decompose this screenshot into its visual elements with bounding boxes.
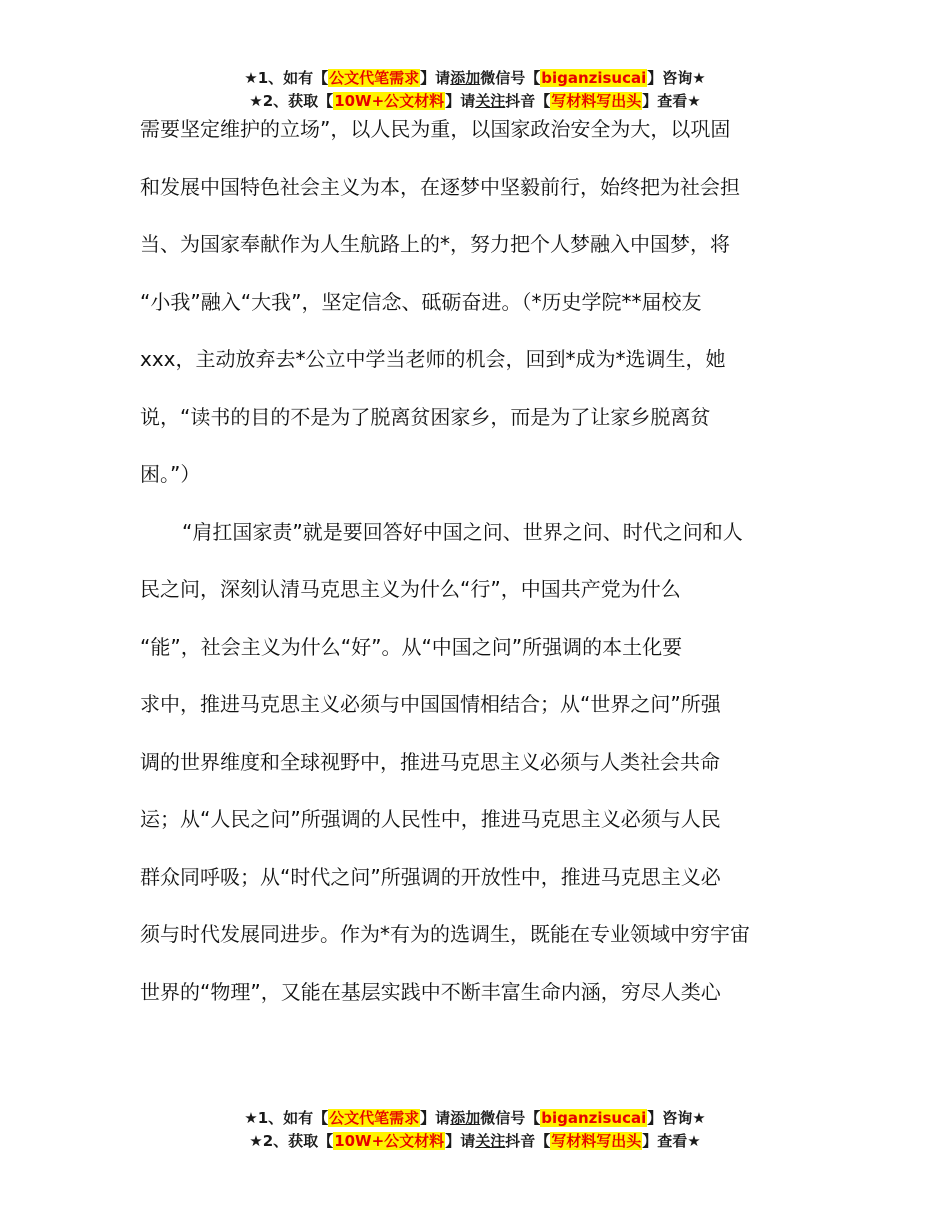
promo-underlined-text: 关注 (475, 92, 506, 110)
promo-underlined-text: 关注 (475, 1132, 506, 1150)
text-line: 运；从“人民之问”所强调的人民性中，推进马克思主义必须与人民 (140, 807, 721, 831)
promo-text: 】咨询★ (647, 69, 706, 87)
promo-text: 】请 (420, 1109, 451, 1127)
promo-text: 】咨询★ (647, 1109, 706, 1127)
promo-text: 】请 (445, 1132, 476, 1150)
promo-text: ★2、获取【 (249, 92, 334, 110)
promo-text: 】查看★ (642, 92, 701, 110)
promo-highlight-wechat-id: biganzisucai (541, 1109, 647, 1127)
text-line: 说，“读书的目的不是为了脱离贫困家乡，而是为了让家乡脱离贫 (140, 404, 711, 429)
promo-highlight-materials: 10W+公文材料 (334, 92, 445, 110)
promo-text: 抖音【 (505, 1132, 551, 1150)
text-line: 需要坚定维护的立场”，以人民为重，以国家政治安全为大，以巩固 (140, 117, 731, 141)
text-line: 民之问，深刻认清马克思主义为什么“行”，中国共产党为什么 (140, 577, 681, 601)
header-promo-line-1 (0, 67, 950, 90)
text-line: 困。”） (140, 462, 201, 486)
text-line: 调的世界维度和全球视野中，推进马克思主义必须与人类社会共命 (140, 749, 720, 774)
text-line: 须与时代发展同进步。作为*有为的选调生，既能在专业领域中穷宇宙 (140, 922, 750, 946)
promo-text: 微信号【 (480, 69, 541, 87)
text-line: “小我”融入“大我”，坚定信念、砥砺奋进。（*历史学院**届校友 (140, 289, 702, 314)
promo-text: 微信号【 (480, 1109, 541, 1127)
promo-highlight-service: 公文代笔需求 (329, 1109, 420, 1127)
promo-highlight-douyin-account: 写材料写出头 (551, 92, 642, 110)
footer-promo-line-1 (0, 1107, 950, 1130)
promo-highlight-materials: 10W+公文材料 (334, 1132, 445, 1150)
text-line: 当、为国家奉献作为人生航路上的*，努力把个人梦融入中国梦，将 (140, 232, 730, 256)
text-line: 求中，推进马克思主义必须与中国国情相结合；从“世界之问”所强 (140, 692, 721, 716)
promo-text: 】请 (420, 69, 451, 87)
promo-text: 抖音【 (505, 92, 551, 110)
footer-promo-banner (0, 1107, 950, 1153)
promo-highlight-service: 公文代笔需求 (329, 69, 420, 87)
text-line: 和发展中国特色社会主义为本，在逐梦中坚毅前行，始终把为社会担 (140, 174, 740, 199)
promo-underlined-text: 添加 (450, 1109, 481, 1127)
paragraph-first-line: “肩扛国家责”就是要回答好中国之问、世界之问、时代之问和人 (182, 519, 743, 544)
promo-highlight-wechat-id: biganzisucai (541, 69, 647, 87)
promo-text: ★1、如有【 (244, 69, 329, 87)
promo-text: 】请 (445, 92, 476, 110)
promo-text: ★2、获取【 (249, 1132, 334, 1150)
text-line: “能”，社会主义为什么“好”。从“中国之问”所强调的本土化要 (140, 634, 683, 659)
promo-text: ★1、如有【 (244, 1109, 329, 1127)
document-body (140, 101, 810, 1021)
promo-underlined-text: 添加 (450, 69, 481, 87)
text-line: 群众同呼吸；从“时代之问”所强调的开放性中，推进马克思主义必 (140, 864, 721, 889)
footer-promo-line-2 (0, 1130, 950, 1153)
promo-highlight-douyin-account: 写材料写出头 (551, 1132, 642, 1150)
text-line: 世界的“物理”，又能在基层实践中不断丰富生命内涵，穷尽人类心 (140, 979, 721, 1004)
text-line: xxx，主动放弃去*公立中学当老师的机会，回到*成为*选调生，她 (140, 347, 726, 371)
promo-text: 】查看★ (642, 1132, 701, 1150)
